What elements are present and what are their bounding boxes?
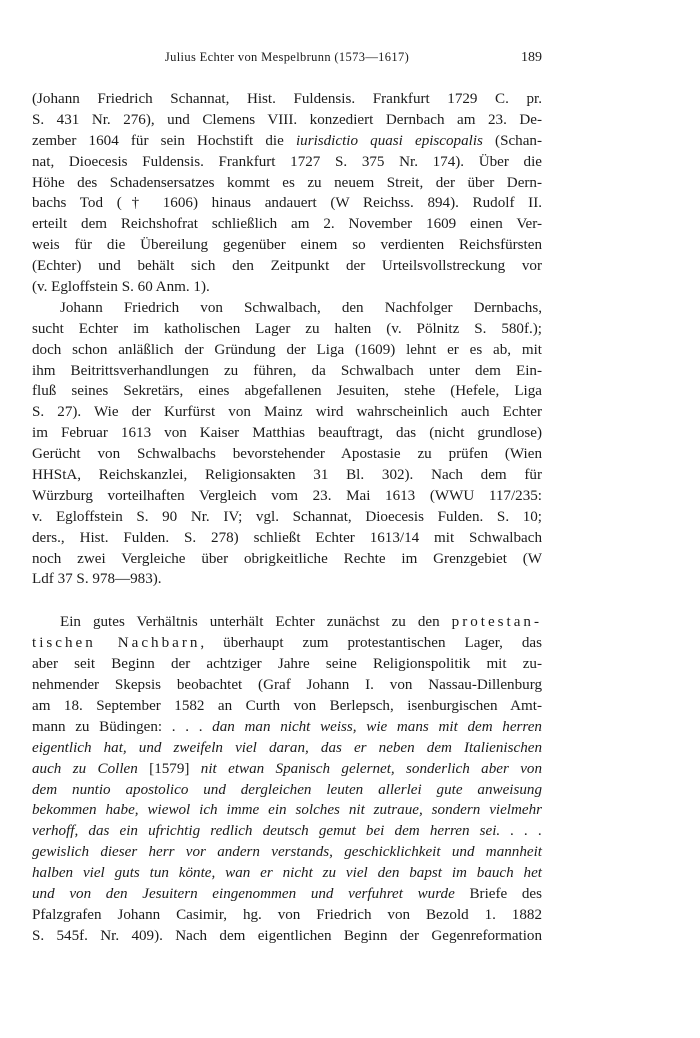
text-line (32, 152, 542, 173)
italic-text: iurisdictio quasi episcopalis (295, 132, 483, 149)
text-line (32, 821, 542, 842)
text-line (32, 319, 542, 340)
text-segment: , überhaupt zum protestantischen Lager, das (200, 635, 542, 652)
text-line (32, 465, 542, 486)
text-segment: ders., Hist. Fulden. S. 278) schließt Echter 1613/14 mit Schwalbach (32, 529, 542, 546)
paragraph (32, 298, 542, 590)
text-line (32, 926, 542, 947)
spaced-text: protestan- (451, 614, 542, 631)
text-line (32, 173, 542, 194)
paragraph-spacer (32, 590, 542, 612)
italic-text: bekommen habe, wiewol ich imme ein solches nit zutraue, sondern vielmehr (32, 802, 542, 819)
paragraph (32, 89, 542, 298)
text-line (32, 340, 542, 361)
text-segment: Pfalzgrafen Johann Casimir, hg. von Friedrich von Bezold 1. 1882 (32, 906, 542, 923)
text-segment: fluß seines Sekretärs, eines abgefallenen Jesuiten, stehe (Hefele, Liga (32, 383, 542, 400)
text-line (32, 863, 542, 884)
text-line (32, 675, 542, 696)
running-head (32, 50, 542, 70)
text-segment: zember 1604 für sein Hochstift die (32, 132, 296, 149)
page-number: 189 (521, 50, 542, 65)
text-segment: S. 545f. Nr. 409). Nach dem eigentlichen Beginn der Gegenreformation (32, 927, 542, 944)
text-line (32, 214, 542, 235)
text-line (32, 402, 542, 423)
text-line (32, 654, 542, 675)
text-line (32, 444, 542, 465)
text-segment: im Februar 1613 von Kaiser Matthias beauftragt, das (nicht grundlose) (32, 425, 542, 442)
text-segment: S. 431 Nr. 276), und Clemens VIII. konzediert Dernbach am 23. De- (32, 111, 542, 128)
text-line (32, 884, 542, 905)
text-line (32, 235, 542, 256)
text-line (32, 486, 542, 507)
italic-text: dan man nicht weiss, wie mans mit dem herren (212, 718, 542, 735)
text-segment: sucht Echter im katholischen Lager zu halten (v. Pölnitz S. 580f.); (32, 320, 542, 337)
italic-text: halben viel guts tun könte, wan er nicht zu viel den bapst im bauch het (32, 865, 542, 882)
text-segment: (Schan- (482, 132, 542, 149)
spaced-text: tischen Nachbarn (32, 635, 201, 652)
text-segment: bachs Tod († 1606) hinaus andauert (W Reichss. 894). Rudolf II. (32, 195, 542, 212)
paragraph (32, 612, 542, 946)
text-line (32, 110, 542, 131)
italic-text: dem nuntio apostolico und dergleichen leuten allerlei gute anweisung (32, 781, 542, 798)
text-segment: Höhe des Schadensersatzes kommt es zu neuem Streit, der über Dern- (32, 174, 542, 191)
text-segment: ihm Beitrittsverhandlungen zu führen, da Schwalbach unter dem Ein- (32, 362, 542, 379)
body-text (32, 89, 542, 947)
text-line (32, 717, 542, 738)
text-segment: Johann Friedrich von Schwalbach, den Nachfolger Dernbachs, (60, 299, 542, 316)
text-segment: aber seit Beginn der achtziger Jahre seine Religionspolitik mit zu- (32, 656, 542, 673)
text-line (32, 842, 542, 863)
italic-text: verhoff, das ein ufrichtig redlich deutsch gemut bei dem herren sei. . . . (32, 823, 542, 840)
text-segment: am 18. September 1582 an Curth von Berlepsch, isenburgischen Amt- (32, 697, 542, 714)
text-line (32, 381, 542, 402)
text-line (32, 696, 542, 717)
text-line (32, 612, 542, 633)
text-line (32, 193, 542, 214)
text-line (32, 277, 542, 298)
text-segment: (Echter) und behält sich den Zeitpunkt der Urteilsvollstreckung vor (32, 258, 542, 275)
text-line (32, 423, 542, 444)
text-segment: Briefe des (454, 885, 542, 902)
text-segment: Ldf 37 S. 978—983). (32, 571, 162, 588)
italic-text: nit etwan Spanisch gelernet, sonderlich aber von (200, 760, 542, 777)
text-line (32, 528, 542, 549)
text-segment: (Johann Friedrich Schannat, Hist. Fuldensis. Frankfurt 1729 C. pr. (32, 91, 542, 107)
text-segment: mann zu Büdingen: . . . (32, 718, 213, 735)
text-line (32, 549, 542, 570)
text-line (32, 298, 542, 319)
text-line (32, 780, 542, 801)
text-segment: erteilt dem Reichshofrat schließlich am 2. November 1609 einen Ver- (32, 216, 542, 233)
text-segment: doch schon anläßlich der Gründung der Liga (1609) lehnt er es ab, mit (32, 341, 542, 358)
text-segment: HHStA, Reichskanzlei, Religionsakten 31 Bl. 302). Nach dem für (32, 467, 542, 484)
text-segment: weis für die Übereilung gegenüber einem so verdienten Reichsfürsten (32, 237, 542, 254)
text-segment: nat, Dioecesis Fuldensis. Frankfurt 1727 S. 375 Nr. 174). Über die (32, 153, 542, 170)
text-segment: Ein gutes Verhältnis unterhält Echter zunächst zu den (60, 614, 452, 631)
text-segment: (v. Egloffstein S. 60 Anm. 1). (32, 279, 210, 296)
text-segment: Gerücht von Schwalbachs bevorstehender Apostasie zu prüfen (Wien (32, 446, 542, 463)
italic-text: gewislich dieser herr vor andern verstands, geschicklichkeit und mannheit (32, 844, 542, 861)
text-line (32, 800, 542, 821)
text-segment: v. Egloffstein S. 90 Nr. IV; vgl. Schannat, Dioecesis Fulden. S. 10; (32, 508, 542, 525)
text-line (32, 256, 542, 277)
italic-text: eigentlich hat, und zweifeln viel daran, das er neben dem Italienischen (32, 739, 542, 756)
text-line (32, 738, 542, 759)
text-segment: S. 27). Wie der Kurfürst von Mainz wird wahrscheinlich auch Echter (32, 404, 542, 421)
text-segment: noch zwei Vergleiche über obrigkeitliche Rechte im Grenzgebiet (W (32, 550, 542, 567)
text-segment: [1579] (137, 760, 201, 777)
running-title: Julius Echter von Mespelbrunn (1573—1617) (164, 50, 410, 64)
text-segment: Würzburg vorteilhaften Vergleich vom 23. Mai 1613 (WWU 117/235: (32, 487, 542, 504)
text-line (32, 131, 542, 152)
text-line (32, 89, 542, 110)
text-line (32, 905, 542, 926)
text-line (32, 633, 542, 654)
text-line (32, 759, 542, 780)
text-line (32, 361, 542, 382)
italic-text: auch zu Collen (32, 760, 138, 777)
text-segment: nehmender Skepsis beobachtet (Graf Johann I. von Nassau-Dillenburg (32, 677, 542, 694)
text-line (32, 507, 542, 528)
italic-text: und von den Jesuitern eingenommen und verfuhret wurde (32, 885, 455, 902)
text-line (32, 569, 542, 590)
